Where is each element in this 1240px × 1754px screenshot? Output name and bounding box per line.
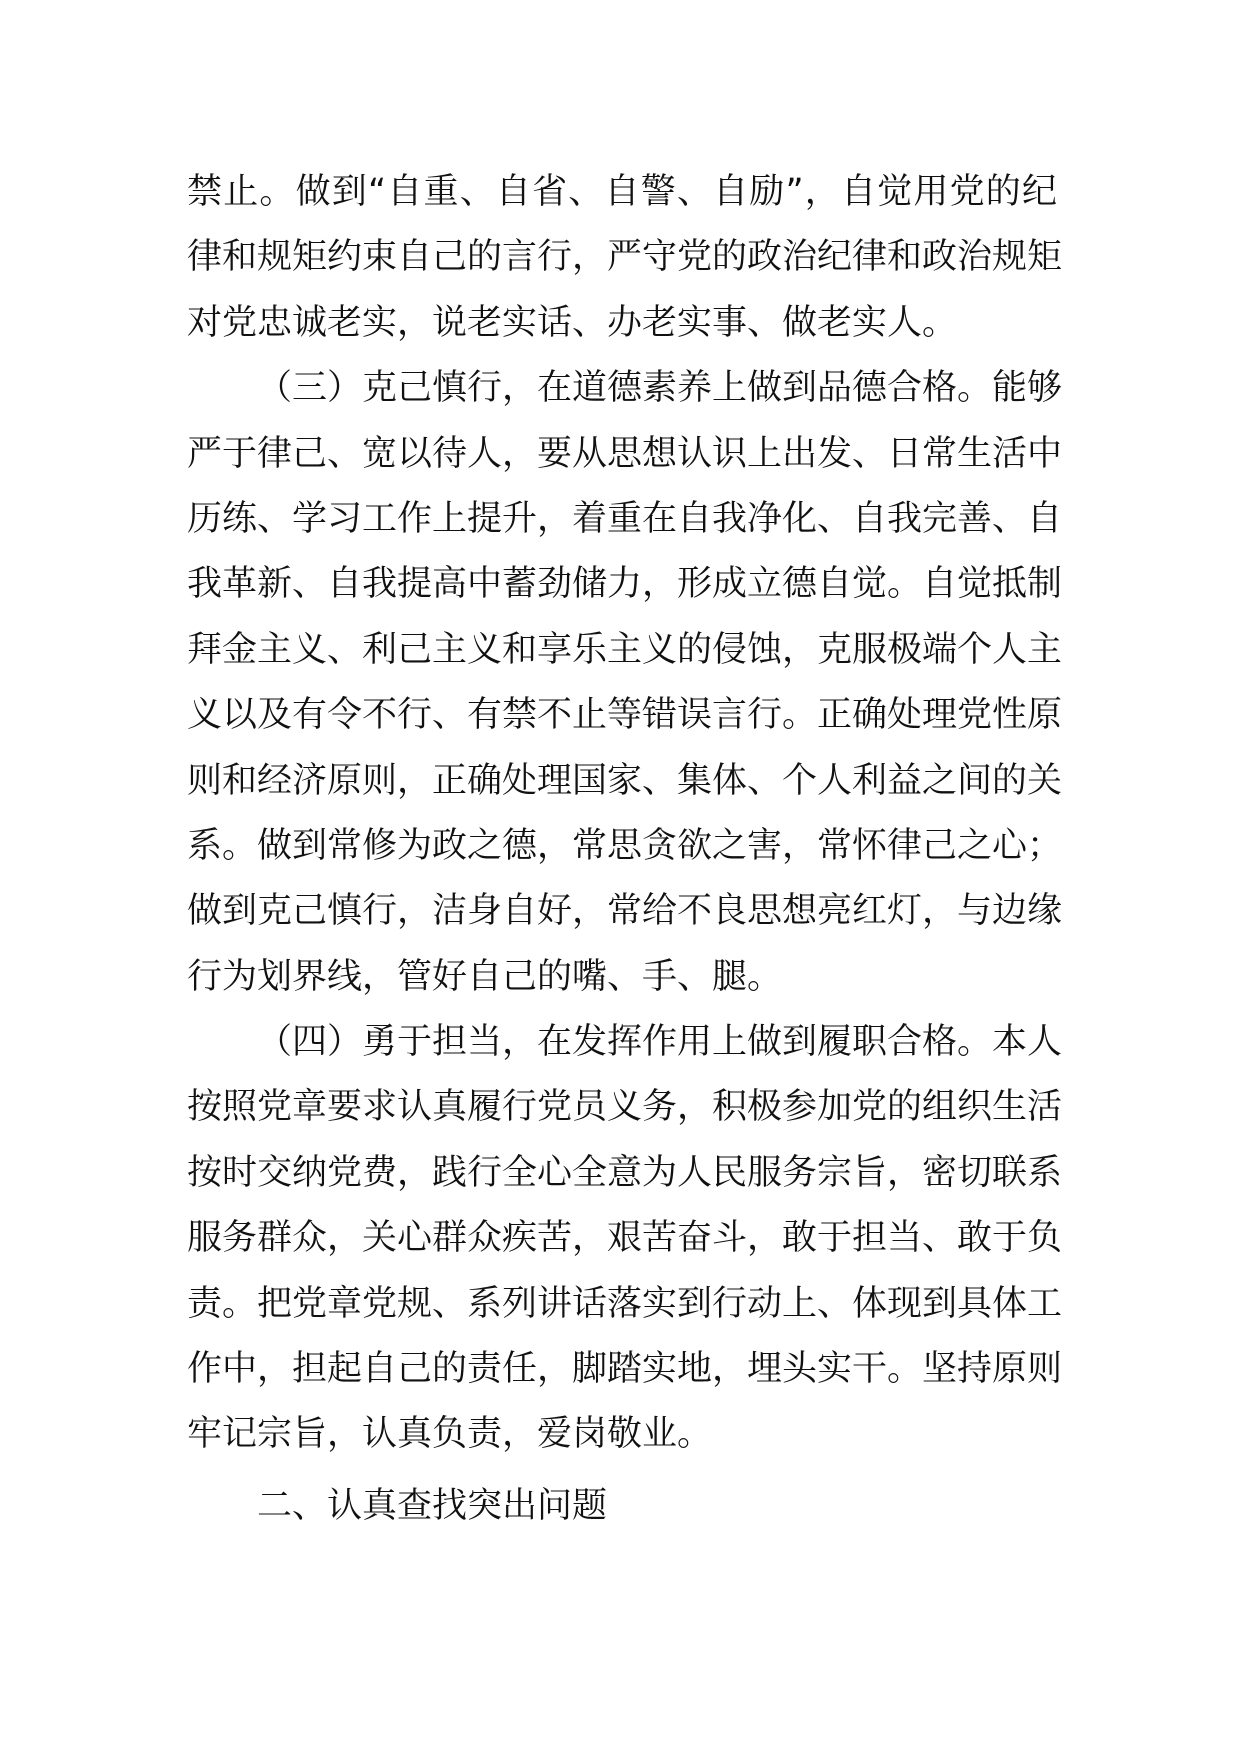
text-line: 义以及有令不行、有禁不止等错误言行。正确处理党性原 [187,695,1063,736]
text-line: 则和经济原则，正确处理国家、集体、个人利益之间的关 [187,760,1063,801]
text-line: 严于律己、宽以待人，要从思想认识上出发、日常生活中 [187,433,1063,474]
section-four-first-line: （四）勇于担当，在发挥作用上做到履职合格。本人 [257,1022,1063,1063]
text-line: 律和规矩约束自己的言行，严守党的政治纪律和政治规矩 [187,237,1063,278]
text-line: 牢记宗旨，认真负责，爱岗敬业。 [187,1414,713,1455]
text-line: 对党忠诚老实，说老实话、办老实事、做老实人。 [187,302,958,343]
section-heading: 二、认真查找突出问题 [257,1485,608,1526]
text-line: 我革新、自我提高中蓄劲储力，形成立德自觉。自觉抵制 [187,564,1063,605]
text-line: 系。做到常修为政之德，常思贪欲之害，常怀律己之心； [187,825,1063,866]
text-line: 历练、学习工作上提升，着重在自我净化、自我完善、自 [187,498,1063,539]
section-three-first-line: （三）克己慎行，在道德素养上做到品德合格。能够 [257,368,1063,409]
text-line: 行为划界线，管好自己的嘴、手、腿。 [187,956,783,997]
text-line: 服务群众，关心群众疾苦，艰苦奋斗，敢于担当、敢于负 [187,1218,1063,1259]
document-body [187,160,1063,1539]
text-line: 作中，担起自己的责任，脚踏实地，埋头实干。坚持原则 [187,1349,1063,1390]
text-line: 禁止。做到“自重、自省、自警、自励”，自觉用党的纪 [187,172,1057,212]
text-line: 做到克己慎行，洁身自好，常给不良思想亮红灯，与边缘 [187,891,1063,932]
text-line: 责。把党章党规、系列讲话落实到行动上、体现到具体工 [187,1283,1063,1324]
text-line: 拜金主义、利己主义和享乐主义的侵蚀，克服极端个人主 [187,629,1063,670]
text-line: 按照党章要求认真履行党员义务，积极参加党的组织生活 [187,1087,1063,1128]
text-line: 按时交纳党费，践行全心全意为人民服务宗旨，密切联系 [187,1152,1063,1193]
